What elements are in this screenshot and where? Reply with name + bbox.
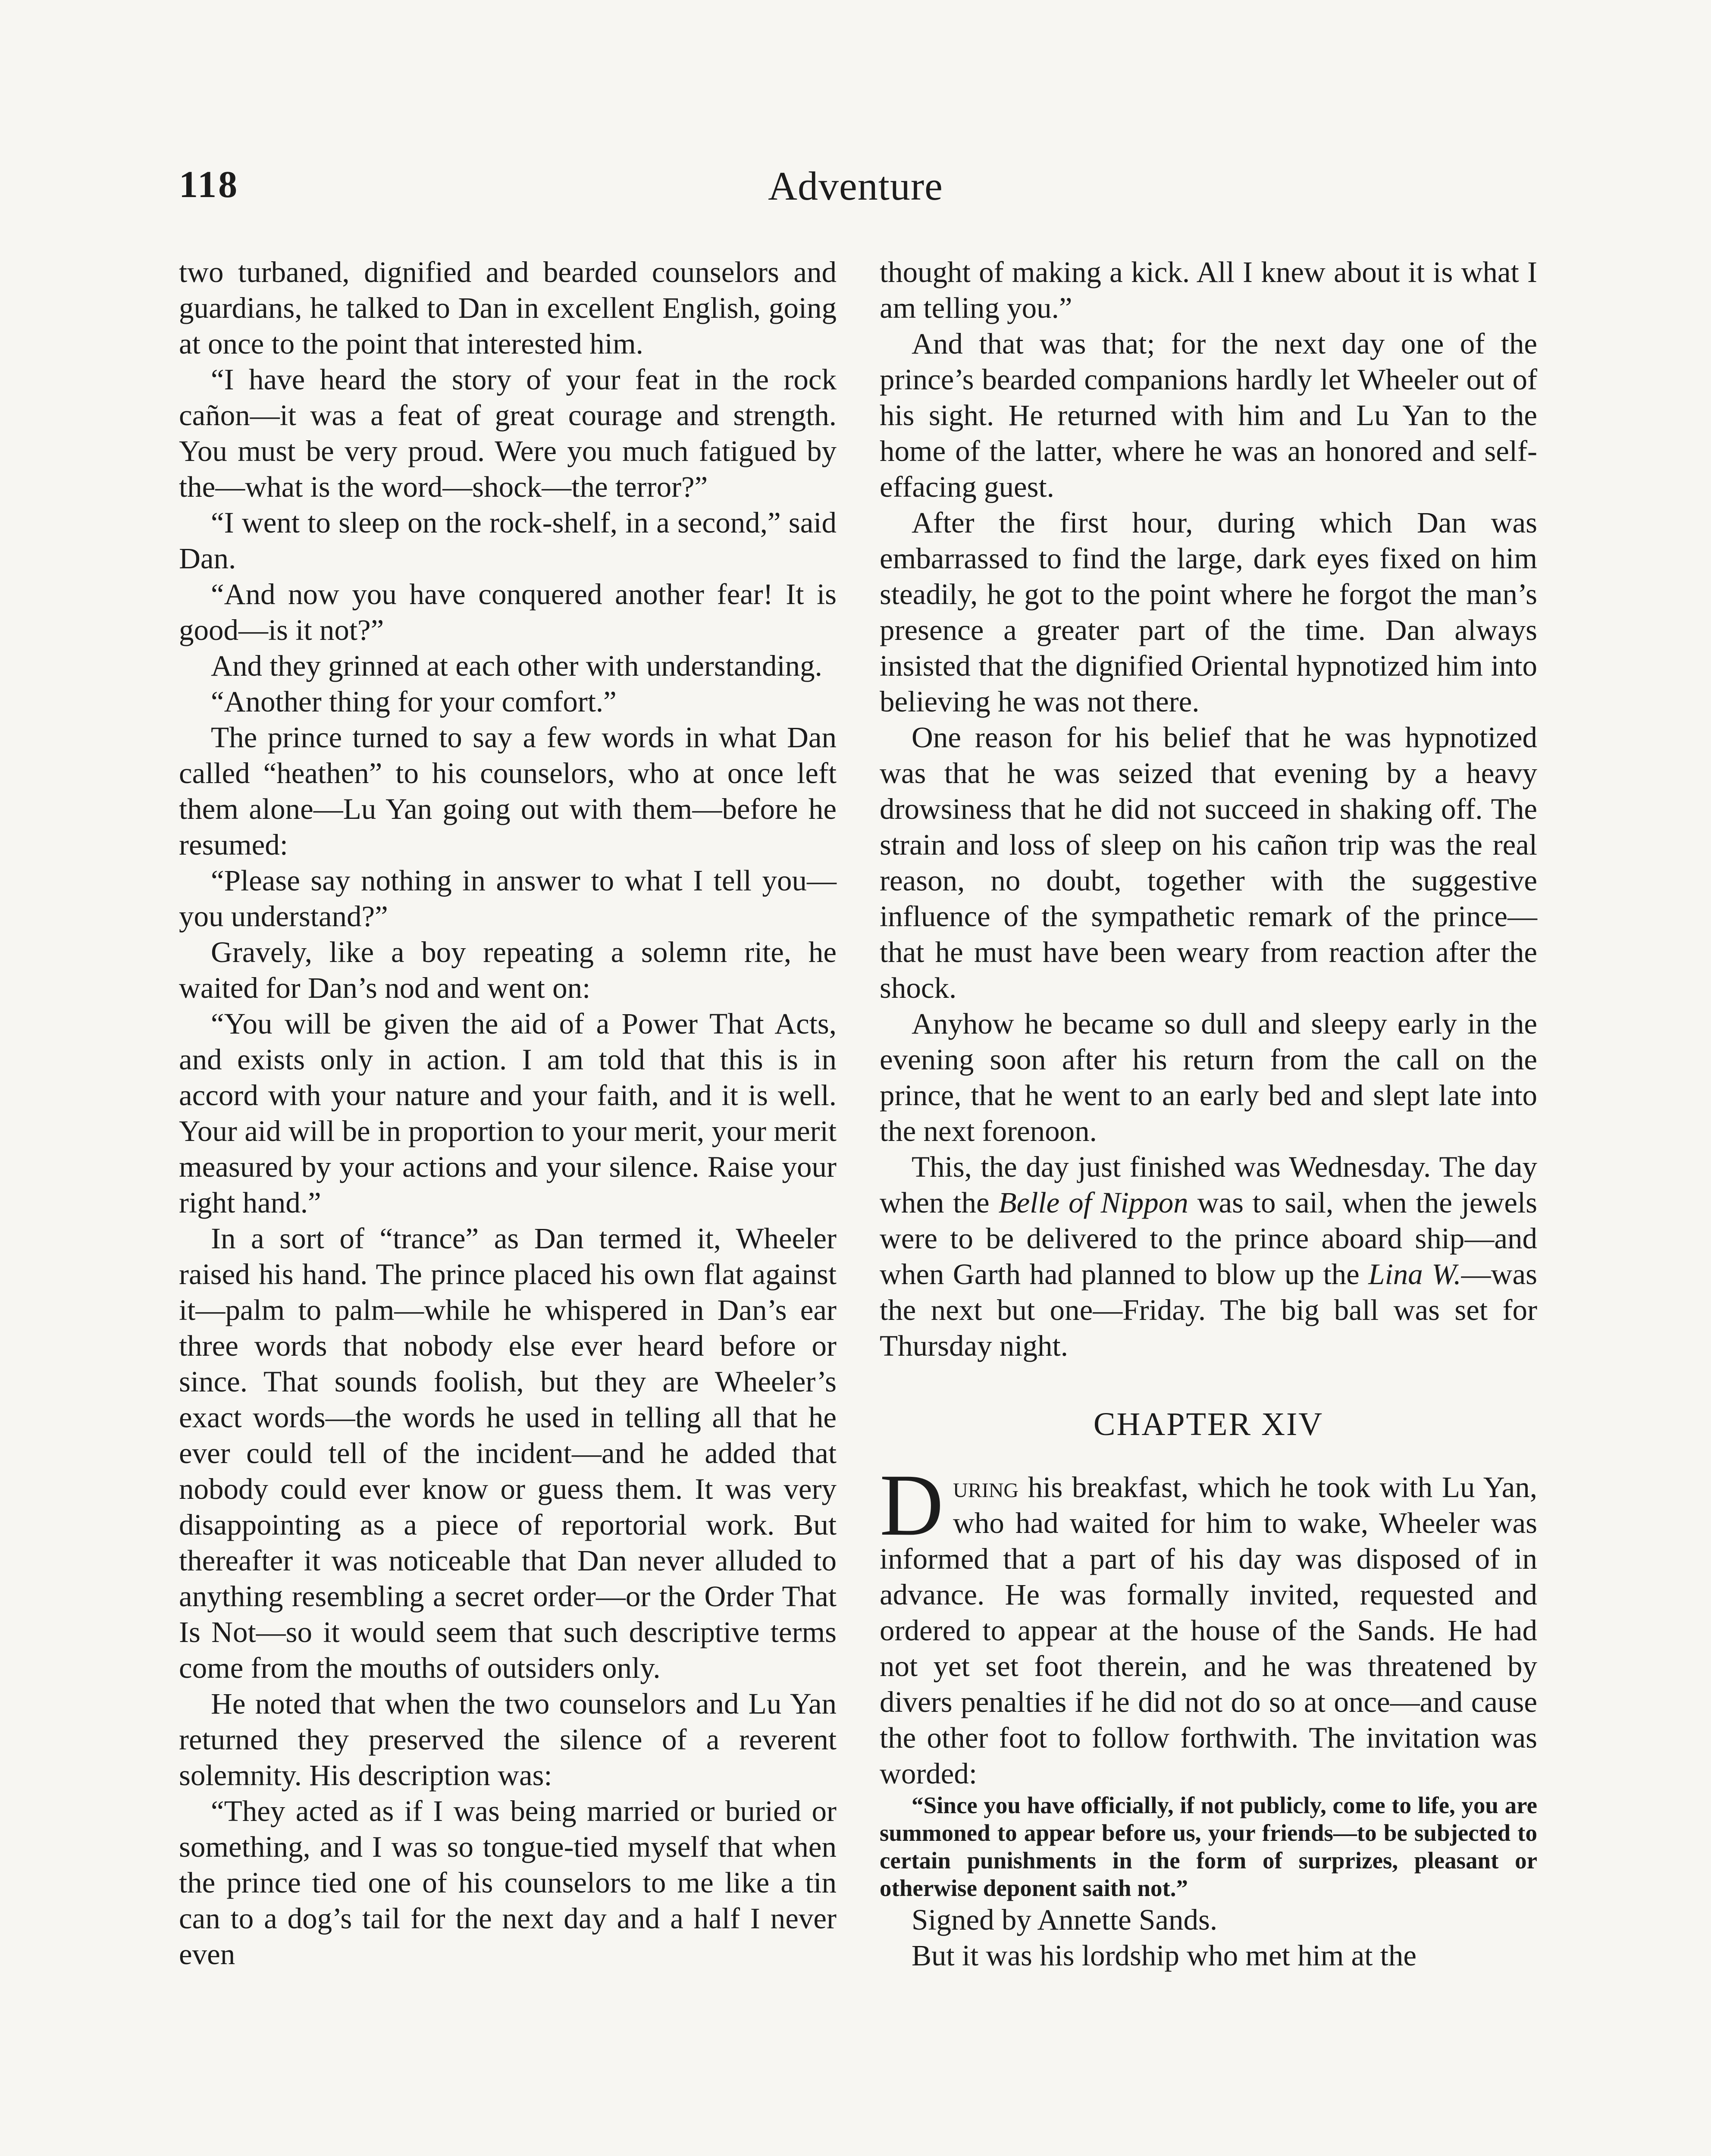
paragraph: two turbaned, dignified and bearded counselors and guardians, he talked to Dan in excellent English, going at once to the point that interested him. <box>179 256 837 360</box>
paragraph: “And now you have conquered another fear! It is good—is it not?” <box>179 578 837 646</box>
paragraph: The prince turned to say a few words in what Dan called “heathen” to his counselors, who at once left them alone—Lu Yan going out with them—before he resumed: <box>179 721 837 861</box>
text-span: This, the day just finished was Wednesday. The day when the <box>880 1150 1537 1219</box>
paragraph: And that was that; for the next day one of the prince’s bearded companions hardly let Wheeler out of his sight. He returned with him and Lu Yan to the home of the latter, where he was an honored and self-effacing guest. <box>880 327 1537 503</box>
paragraph: Anyhow he became so dull and sleepy early in the evening soon after his return from the call on the prince, that he went to an early bed and slept late into the next forenoon. <box>880 1007 1537 1147</box>
text-span: his breakfast, which he took with Lu Yan, who had waited for him to wake, Wheeler was informed that a part of his day was disposed of in advance. He was formally invited, requested and ordered to appear at the house of the Sands. He had not yet set foot therein, and he was threatened by divers penalties if he did not do so at once—and cause the other foot to follow forthwith. The invitation was worded: <box>880 1471 1537 1790</box>
left-column <box>179 254 837 1972</box>
chapter-opening-paragraph <box>880 1456 1537 1792</box>
paragraph: He noted that when the two counselors and Lu Yan returned they preserved the silence of a reverent solemnity. His description was: <box>179 1687 837 1792</box>
text-span: —was the next but one—Friday. The big ball was set for Thursday night. <box>880 1258 1537 1362</box>
paragraph: “I have heard the story of your feat in the rock cañon—it was a feat of great courage and strength. You must be very proud. Were you much fatigued by the—what is the word—shock—the terror?” <box>179 363 837 503</box>
ship-name: Belle of Nippon <box>998 1186 1188 1219</box>
paragraph: “Please say nothing in answer to what I tell you—you understand?” <box>179 864 837 933</box>
drop-cap: D <box>880 1456 944 1554</box>
paragraph: “Another thing for your comfort.” <box>211 685 617 718</box>
paragraph: And they grinned at each other with understanding. <box>211 649 822 682</box>
paragraph: Gravely, like a boy repeating a solemn rite, he waited for Dan’s nod and went on: <box>179 936 837 1004</box>
paragraph: “I went to sleep on the rock-shelf, in a second,” said Dan. <box>179 506 837 575</box>
paragraph: thought of making a kick. All I knew about it is what I am telling you.” <box>880 256 1537 324</box>
boat-name: Lina W. <box>1368 1258 1461 1291</box>
paragraph: In a sort of “trance” as Dan termed it, Wheeler raised his hand. The prince placed his own flat against it—palm to palm—while he whispered in Dan’s ear three words that nobody else ever heard before or since. That sounds foolish, but they are Wheeler’s exact words—the words he used in telling all that he ever could tell of the incident—and he added that nobody could ever know or guess them. It was very disappointing as a piece of reportorial work. But thereafter it was noticeable that Dan never alluded to anything resembling a secret order—or the Order That Is Not—so it would seem that such descriptive terms come from the mouths of outsiders only. <box>179 1222 837 1684</box>
paragraph: Signed by Annette Sands. <box>912 1903 1218 1936</box>
text-span: was to sail, when the jewels were to be delivered to the prince aboard ship—and when Garth had planned to blow up the <box>880 1186 1537 1291</box>
chapter-heading: CHAPTER XIV <box>1093 1406 1324 1442</box>
right-column <box>880 254 1537 1974</box>
paragraph: After the first hour, during which Dan was embarrassed to find the large, dark eyes fixed on him steadily, he got to the point where he forgot the man’s presence a greater part of the time. Dan always insisted that the dignified Oriental hypnotized him into believing he was not there. <box>880 506 1537 718</box>
lead-word: uring <box>953 1471 1019 1504</box>
paragraph: “They acted as if I was being married or buried or something, and I was so tongue-tied myself that when the prince tied one of his counselors to me like a tin can to a dog’s tail for the next day and a half I never even <box>179 1795 837 1971</box>
paragraph: One reason for his belief that he was hypnotized was that he was seized that evening by a heavy drowsiness that he did not succeed in shaking off. The strain and loss of sleep on his cañon trip was the real reason, no doubt, together with the suggestive influence of the sympathetic remark of the prince—that he must have been weary from reaction after the shock. <box>880 721 1537 1004</box>
paragraph: But it was his lordship who met him at the <box>912 1939 1417 1972</box>
paragraph-wednesday <box>880 1149 1537 1364</box>
page-number: 118 <box>179 164 239 206</box>
invitation-text: “Since you have officially, if not publicly, come to life, you are summoned to appear before us, your friends—to be subjected to certain punishments in the form of surprizes, pleasant or otherwise deponent saith not.” <box>880 1792 1537 1901</box>
paragraph: “You will be given the aid of a Power That Acts, and exists only in action. I am told that this is in accord with your nature and your faith, and it is well. Your aid will be in proportion to your merit, your merit measured by your actions and your silence. Raise your right hand.” <box>179 1007 837 1219</box>
running-head: Adventure <box>768 164 943 209</box>
